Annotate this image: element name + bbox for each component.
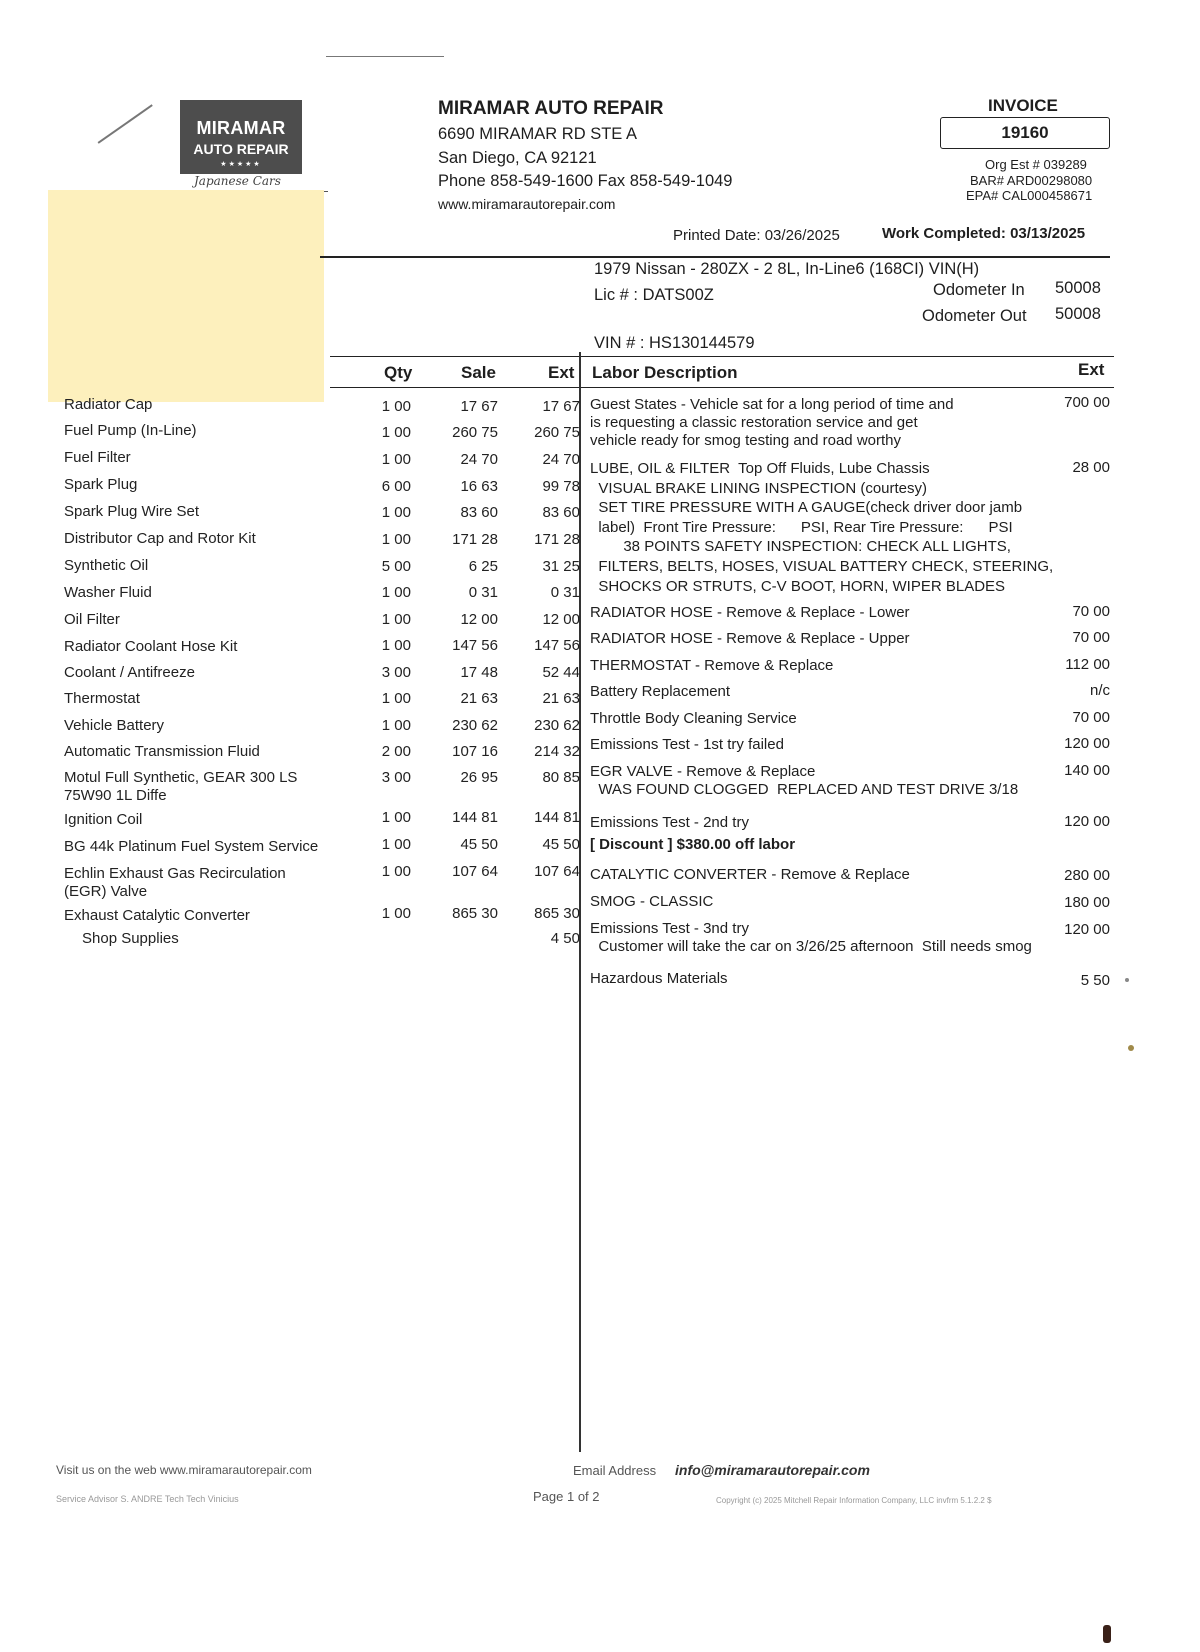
labor-line: RADIATOR HOSE - Remove & Replace - Lower (590, 604, 910, 621)
shop-address: 6690 MIRAMAR RD STE A (438, 125, 637, 143)
part-sale: 16 63 (460, 478, 498, 495)
invoice-label: INVOICE (988, 96, 1058, 115)
part-name (64, 638, 364, 656)
part-sale: 260 75 (452, 424, 498, 441)
labor-description (590, 763, 1018, 799)
part-name-line: (EGR) Valve (64, 883, 148, 900)
labor-line: EGR VALVE - Remove & Replace (590, 763, 816, 780)
part-sale: 107 16 (452, 743, 498, 760)
part-sale: 45 50 (460, 836, 498, 853)
labor-line: THERMOSTAT - Remove & Replace (590, 657, 834, 674)
footer-email: info@miramarautorepair.com (675, 1462, 870, 1478)
part-ext: 45 50 (542, 836, 580, 853)
part-sale: 21 63 (460, 690, 498, 707)
labor-description (590, 970, 728, 988)
part-name (64, 530, 364, 548)
labor-description (590, 604, 910, 622)
part-name-line: Oil Filter (64, 611, 120, 628)
labor-description (590, 630, 910, 648)
labor-line: SHOCKS OR STRUTS, C-V BOOT, HORN, WIPER BLADES (590, 577, 1006, 595)
shop-website: www.miramarautorepair.com (438, 196, 616, 212)
part-qty: 1 00 (381, 905, 411, 922)
odometer-out: 50008 (1055, 305, 1101, 323)
labor-line: Battery Replacement (590, 683, 731, 700)
labor-line: LUBE, OIL & FILTER Top Off Fluids, Lube Chassis (590, 460, 930, 477)
part-name-line: Motul Full Synthetic, GEAR 300 LS (64, 769, 298, 786)
labor-description (590, 920, 1032, 956)
labor-ext: 5 50 (1080, 972, 1110, 989)
part-qty: 1 00 (381, 584, 411, 601)
part-name (82, 930, 382, 948)
part-name (64, 743, 364, 761)
epa-number: EPA# CAL000458671 (966, 188, 1093, 203)
part-name-line: Washer Fluid (64, 584, 152, 601)
labor-line: RADIATOR HOSE - Remove & Replace - Upper (590, 630, 910, 647)
part-name (64, 476, 364, 494)
invoice-number: 19160 (940, 117, 1110, 149)
part-ext: 17 67 (542, 398, 580, 415)
part-ext: 21 63 (542, 690, 580, 707)
printed-date: Printed Date: 03/26/2025 (673, 227, 840, 244)
labor-line: FILTERS, BELTS, HOSES, VISUAL BATTERY CHECK, STEERING, (590, 557, 1054, 575)
part-name-line: 75W90 1L Diffe (64, 787, 167, 804)
part-name (64, 449, 364, 467)
logo-stars: ★★★★★ (220, 161, 262, 168)
odometer-in-label: Odometer In (933, 281, 1025, 299)
part-sale: 144 81 (452, 809, 498, 826)
part-qty: 3 00 (381, 769, 411, 786)
part-name (64, 769, 364, 805)
labor-line: Customer will take the car on 3/26/25 afternoon Still needs smog (590, 938, 1032, 955)
labor-line: Guest States - Vehicle sat for a long period of time and (590, 396, 954, 413)
part-name (64, 557, 364, 575)
part-sale: 147 56 (452, 637, 498, 654)
labor-line: Emissions Test - 1st try failed (590, 736, 784, 753)
logo-line2: AUTO REPAIR (193, 141, 289, 157)
part-ext: 31 25 (542, 558, 580, 575)
part-ext: 865 30 (534, 905, 580, 922)
shop-phone: Phone 858-549-1600 Fax 858-549-1049 (438, 172, 733, 190)
logo-subtitle: Japanese Cars (194, 174, 281, 188)
part-qty: 1 00 (381, 504, 411, 521)
shop-city: San Diego, CA 92121 (438, 149, 597, 167)
part-name-line: Radiator Coolant Hose Kit (64, 638, 238, 655)
labor-description (590, 893, 713, 911)
labor-description (590, 710, 797, 728)
part-name (64, 811, 364, 829)
part-qty: 3 00 (381, 664, 411, 681)
header-qty: Qty (384, 363, 413, 382)
shop-name: MIRAMAR AUTO REPAIR (438, 98, 664, 119)
labor-ext: 700 00 (1064, 394, 1110, 411)
labor-description (590, 736, 784, 754)
labor-ext: 70 00 (1072, 603, 1110, 620)
part-ext: 144 81 (534, 809, 580, 826)
part-qty: 5 00 (381, 558, 411, 575)
part-qty: 6 00 (381, 478, 411, 495)
part-name-line: Fuel Filter (64, 449, 131, 466)
bar-number: BAR# ARD00298080 (970, 173, 1093, 188)
labor-ext: 112 00 (1065, 656, 1110, 673)
part-name-line: Exhaust Catalytic Converter (64, 907, 250, 924)
labor-ext: 280 00 (1064, 867, 1110, 884)
part-ext: 260 75 (534, 424, 580, 441)
scan-mark (326, 56, 444, 57)
labor-description (590, 814, 749, 832)
part-qty: 1 00 (381, 717, 411, 734)
part-qty: 1 00 (381, 836, 411, 853)
part-sale: 6 25 (468, 558, 498, 575)
part-sale: 107 64 (452, 863, 498, 880)
footer-email-label: Email Address (573, 1463, 657, 1478)
table-top-rule (330, 356, 1114, 357)
header-ext: Ext (548, 363, 575, 382)
license-plate: Lic # : DATS00Z (594, 286, 714, 304)
labor-ext: n/c (1089, 682, 1110, 699)
org-est: Org Est # 039289 (985, 157, 1087, 172)
scan-speck (1103, 1625, 1111, 1643)
part-ext: 4 50 (550, 930, 580, 947)
part-name (64, 396, 364, 414)
part-name-line: Fuel Pump (In-Line) (64, 422, 197, 439)
odometer-out-label: Odometer Out (922, 307, 1027, 325)
part-name (64, 584, 364, 602)
part-sale: 83 60 (460, 504, 498, 521)
part-sale: 26 95 (460, 769, 498, 786)
labor-description (590, 683, 730, 701)
work-completed-date: Work Completed: 03/13/2025 (882, 225, 1086, 242)
labor-description (590, 657, 833, 675)
labor-ext: 120 00 (1064, 735, 1110, 752)
page-number: Page 1 of 2 (533, 1489, 600, 1504)
labor-ext: 180 00 (1064, 894, 1110, 911)
part-qty: 1 00 (381, 398, 411, 415)
labor-ext: 28 00 (1072, 459, 1110, 476)
part-name-line: Radiator Cap (64, 396, 153, 413)
part-name (64, 838, 364, 856)
labor-ext: 120 00 (1064, 921, 1110, 938)
part-name-line: Synthetic Oil (64, 557, 149, 574)
labor-line: [ Discount ] $380.00 off labor (590, 836, 796, 853)
labor-description (590, 866, 910, 884)
part-ext: 80 85 (542, 769, 580, 786)
part-qty: 1 00 (381, 451, 411, 468)
part-qty: 1 00 (381, 863, 411, 880)
scan-speck (1128, 1045, 1134, 1051)
part-ext: 147 56 (534, 637, 580, 654)
labor-line: Throttle Body Cleaning Service (590, 710, 797, 727)
labor-line: VISUAL BRAKE LINING INSPECTION (courtesy) (590, 479, 928, 497)
labor-description (590, 836, 795, 854)
vehicle-description: 1979 Nissan - 280ZX - 2 8L, In-Line6 (168CI) VIN(H) (594, 260, 980, 278)
labor-line: WAS FOUND CLOGGED REPLACED AND TEST DRIVE 3/18 (590, 781, 1019, 798)
part-sale: 24 70 (460, 451, 498, 468)
labor-ext: 140 00 (1064, 762, 1110, 779)
part-sale: 171 28 (452, 531, 498, 548)
part-ext: 214 32 (534, 743, 580, 760)
scan-speck (1125, 978, 1129, 982)
part-name (64, 865, 364, 901)
labor-line: vehicle ready for smog testing and road worthy (590, 432, 901, 449)
part-qty: 1 00 (381, 531, 411, 548)
part-name-line: Spark Plug Wire Set (64, 503, 200, 520)
part-ext: 107 64 (534, 863, 580, 880)
part-name-line: Coolant / Antifreeze (64, 664, 195, 681)
labor-line: CATALYTIC CONVERTER - Remove & Replace (590, 866, 910, 883)
header-rule (320, 256, 1110, 258)
part-name-line: Shop Supplies (82, 930, 179, 947)
sticky-note (48, 190, 324, 402)
labor-ext: 70 00 (1072, 709, 1110, 726)
part-sale: 12 00 (460, 611, 498, 628)
part-ext: 52 44 (542, 664, 580, 681)
part-sale: 865 30 (452, 905, 498, 922)
part-name-line: Vehicle Battery (64, 717, 165, 734)
shop-logo (180, 100, 302, 174)
part-qty: 1 00 (381, 424, 411, 441)
part-ext: 99 78 (542, 478, 580, 495)
part-sale: 230 62 (452, 717, 498, 734)
header-sale: Sale (461, 363, 496, 382)
part-sale: 17 67 (460, 398, 498, 415)
labor-line: label) Front Tire Pressure: PSI, Rear Tire Pressure: PSI (590, 518, 1013, 536)
footer-copyright: Copyright (c) 2025 Mitchell Repair Information Company, LLC invfrm 5.1.2.2 $ (716, 1496, 992, 1505)
part-name (64, 690, 364, 708)
labor-line: 38 POINTS SAFETY INSPECTION: CHECK ALL LIGHTS, (590, 538, 1011, 556)
part-ext: 83 60 (542, 504, 580, 521)
part-name-line: Echlin Exhaust Gas Recirculation (64, 865, 286, 882)
header-labor-ext: Ext (1078, 360, 1105, 379)
part-name (64, 611, 364, 629)
footer-website: Visit us on the web www.miramarautorepair.com (56, 1463, 312, 1477)
odometer-in: 50008 (1055, 279, 1101, 297)
part-ext: 171 28 (534, 531, 580, 548)
part-name-line: Automatic Transmission Fluid (64, 743, 260, 760)
part-qty: 1 00 (381, 690, 411, 707)
part-name-line: Thermostat (64, 690, 140, 707)
part-name-line: Ignition Coil (64, 811, 143, 828)
labor-description (590, 396, 954, 450)
labor-line: is requesting a classic restoration service and get (590, 414, 918, 431)
part-name (64, 664, 364, 682)
part-name (64, 907, 364, 925)
labor-description (590, 459, 1053, 596)
labor-ext: 70 00 (1072, 629, 1110, 646)
part-name-line: Spark Plug (64, 476, 138, 493)
labor-line: SMOG - CLASSIC (590, 893, 714, 910)
part-name (64, 717, 364, 735)
part-name-line: BG 44k Platinum Fuel System Service (64, 838, 319, 855)
pen-stroke (98, 104, 153, 143)
part-ext: 0 31 (550, 584, 580, 601)
part-sale: 17 48 (460, 664, 498, 681)
vin: VIN # : HS130144579 (594, 334, 755, 352)
part-name (64, 503, 364, 521)
part-qty: 1 00 (381, 611, 411, 628)
part-qty: 1 00 (381, 809, 411, 826)
footer-advisor: Service Advisor S. ANDRE Tech Tech Vinicius (56, 1494, 239, 1504)
labor-line: SET TIRE PRESSURE WITH A GAUGE(check driver door jamb (590, 499, 1023, 517)
logo-line1: MIRAMAR (196, 118, 286, 138)
part-ext: 24 70 (542, 451, 580, 468)
header-labor-description: Labor Description (592, 363, 738, 382)
part-ext: 12 00 (542, 611, 580, 628)
part-qty: 2 00 (381, 743, 411, 760)
labor-line: Emissions Test - 3nd try (590, 920, 749, 937)
part-name (64, 422, 364, 440)
table-header-rule (330, 387, 1114, 388)
part-ext: 230 62 (534, 717, 580, 734)
part-qty: 1 00 (381, 637, 411, 654)
part-sale: 0 31 (468, 584, 498, 601)
labor-line: Emissions Test - 2nd try (590, 814, 749, 831)
part-name-line: Distributor Cap and Rotor Kit (64, 530, 256, 547)
labor-ext: 120 00 (1064, 813, 1110, 830)
labor-line: Hazardous Materials (590, 970, 728, 987)
